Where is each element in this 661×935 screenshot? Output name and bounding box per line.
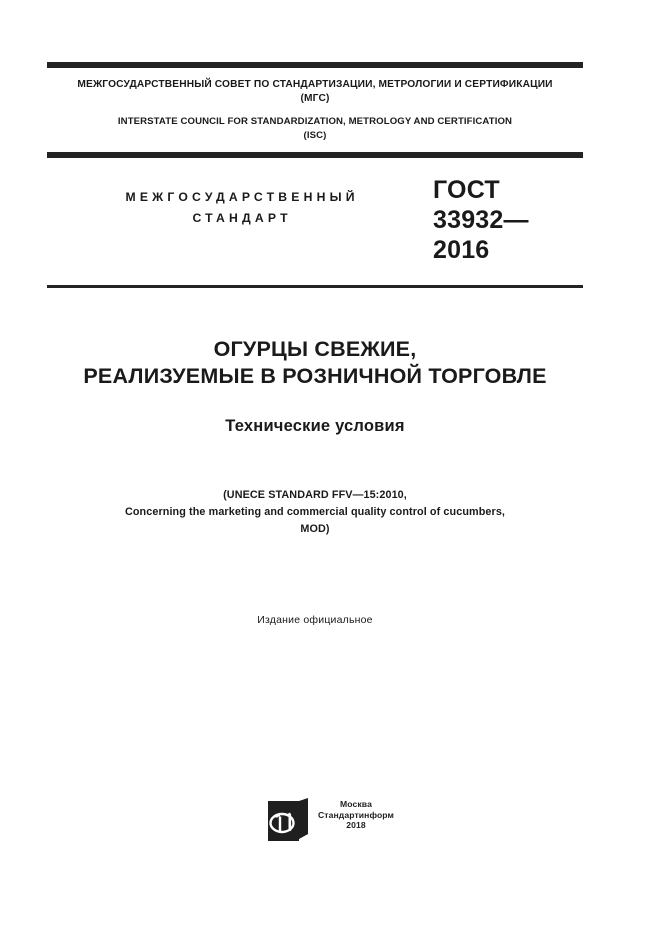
source-standard-reference (47, 487, 583, 538)
standard-kind-line1: МЕЖГОСУДАРСТВЕННЫЙ (125, 190, 359, 204)
title-line-2: РЕАЛИЗУЕМЫЕ В РОЗНИЧНОЙ ТОРГОВЛЕ (83, 364, 547, 388)
publisher-city: Москва (340, 799, 372, 809)
standard-designation-band (47, 175, 583, 275)
publisher-name: Стандартинформ (318, 809, 394, 820)
standartinform-logo (267, 798, 309, 842)
standard-number: 33932— (433, 206, 529, 234)
standard-code (433, 175, 583, 265)
council-header (47, 78, 583, 143)
standard-kind-line2: СТАНДАРТ (192, 211, 292, 225)
reference-line-3: MOD) (300, 523, 330, 535)
reference-line-2: Concerning the marketing and commercial quality control of cucumbers, (124, 506, 506, 518)
council-name-en: INTERSTATE COUNCIL FOR STANDARDIZATION, METROLOGY AND CERTIFICATION (117, 116, 513, 127)
rule-thin (47, 285, 583, 288)
title-line-1: ОГУРЦЫ СВЕЖИЕ, (213, 337, 417, 361)
page-title (47, 336, 583, 436)
publisher-year: 2018 (346, 820, 366, 831)
official-edition-note: Издание официальное (257, 614, 373, 626)
publisher-imprint (0, 797, 661, 842)
council-abbr-en: (ISC) (303, 130, 327, 141)
rule-middle (47, 152, 583, 158)
standard-designator: ГОСТ (433, 176, 500, 204)
standard-kind (75, 187, 405, 229)
standard-year: 2016 (433, 236, 490, 264)
council-abbr-ru: (МГС) (300, 93, 330, 104)
publisher-text (318, 797, 394, 831)
rule-top (47, 62, 583, 68)
council-name-ru: МЕЖГОСУДАРСТВЕННЫЙ СОВЕТ ПО СТАНДАРТИЗАЦИИ, МЕТРОЛОГИИ И СЕРТИФИКАЦИИ (77, 79, 553, 90)
title-subtitle: Технические условия (225, 417, 405, 435)
reference-line-1: (UNECE STANDARD FFV—15:2010, (223, 489, 407, 501)
